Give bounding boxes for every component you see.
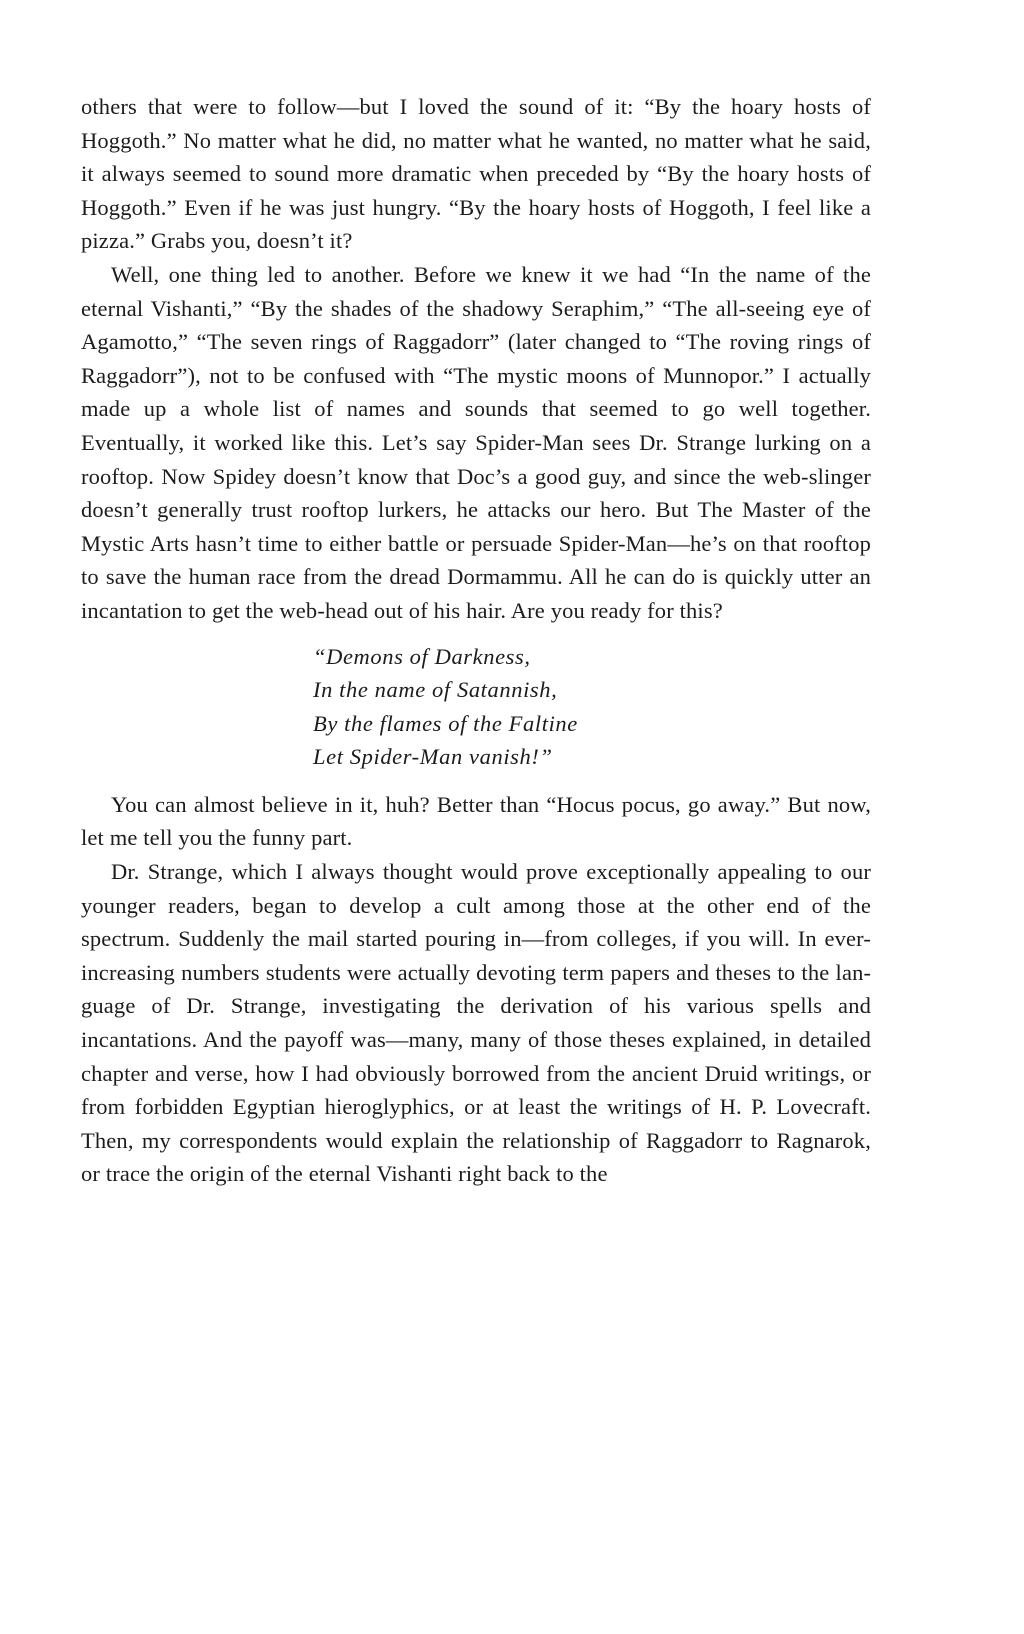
verse-line: “Demons of Darkness, <box>313 643 531 669</box>
verse-line: Let Spider-Man vanish!” <box>313 744 553 770</box>
incantation-verse <box>313 640 871 774</box>
paragraph-continued: others that were to follow—but I loved the sound of it: “By the hoary hosts of Hoggoth.” No matter what he did, no matter what he wanted, no matter what he said, it always seemed to sound more dramatic when preceded by “By the hoary hosts of Hoggoth.” Even if he was just hungry. “By the hoary hosts of Hoggoth, I feel like a pizza.” Grabs you, doesn’t it? <box>81 94 871 254</box>
paragraph-cult-following: Dr. Strange, which I always thought would prove exceptionally appealing to our younger readers, began to develop a cult among those at the other end of the spectrum. Suddenly the mail started pouring in—from colleges, if you will. In ever-increasing numbers students were actually devoting term papers and theses to the language of Dr. Strange, investigating the derivation of his various spells and incantations. And the payoff was—many, many of those theses explained, in detailed chapter and verse, how I had obviously borrowed from the ancient Druid writings, or from forbidden Egyptian hieroglyphics, or at least the writings of H. P. Lovecraft. Then, my correspondents would explain the relationship of Raggadorr to Ragnarok, or trace the origin of the eternal Vishanti right back to the <box>81 859 871 1187</box>
paragraph-funny-part: You can almost believe in it, huh? Better than “Hocus pocus, go away.” But now, let me tell you the funny part. <box>81 791 871 851</box>
verse-line: By the flames of the Faltine <box>313 710 578 736</box>
paragraph-names-list: Well, one thing led to another. Before we knew it we had “In the name of the eternal Vishanti,” “By the shades of the shadowy Seraphim,” “The all-seeing eye of Agamotto,” “The seven rings of Raggadorr” (later changed to “The roving rings of Raggadorr”), not to be confused with “The mystic moons of Munnopor.” I actually made up a whole list of names and sounds that seemed to go well together. Eventually, it worked like this. Let’s say Spider-Man sees Dr. Strange lurking on a rooftop. Now Spidey doesn’t know that Doc’s a good guy, and since the web-slinger doesn’t generally trust rooftop lurkers, he attacks our hero. But The Master of the Mystic Arts hasn’t time to either battle or persuade Spider-Man—he’s on that rooftop to save the human race from the dread Dormammu. All he can do is quickly utter an incantation to get the web-head out of his hair. Are you ready for this? <box>81 261 871 623</box>
verse-line: In the name of Satannish, <box>313 677 558 703</box>
book-page <box>81 90 871 1191</box>
